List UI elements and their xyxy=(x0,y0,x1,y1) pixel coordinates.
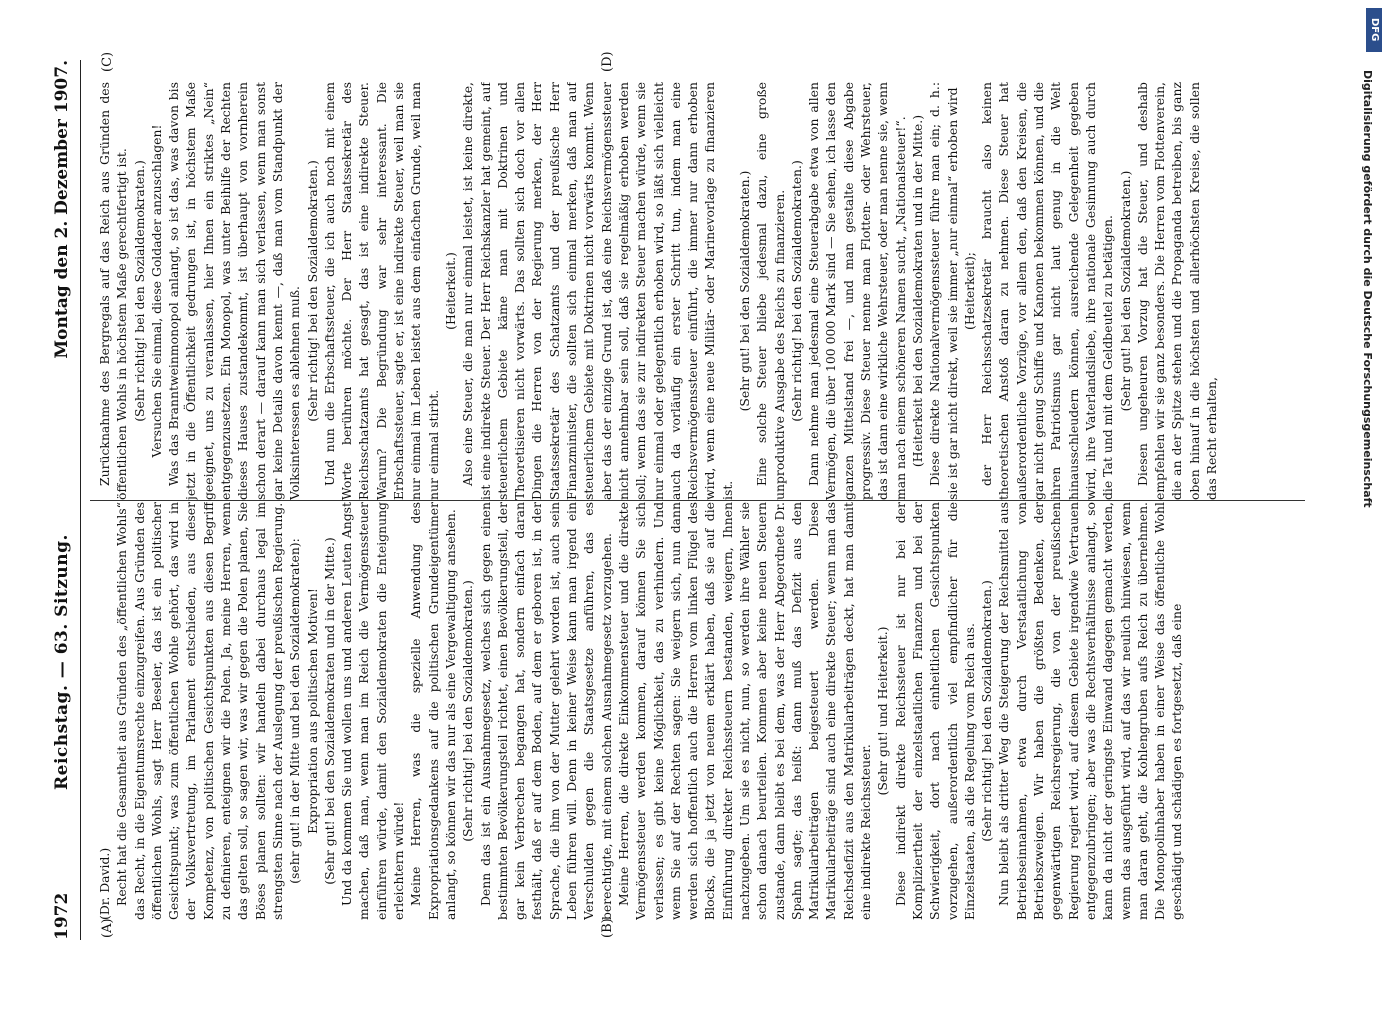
margin-marker-c: (C) xyxy=(100,51,115,72)
paragraph: Eine solche Steuer bliebe jedesmal dazu, eine große unproduktive Ausgabe des Reichs zu finanzieren. xyxy=(754,82,787,500)
paragraph: Diese indirekt direkte Reichssteuer ist nur bei der Kompliziertheit der einzelstaatlichen Finanzen und bei der Schwierigkeit, dort nach einheitlichen Gesichtspunkten vorzugehen, außerordentlich viel empfindlicher für die Einzelstaaten, als die Regelung vom Reich aus. xyxy=(892,502,977,920)
paragraph: der Herr Reichsschatzsekretär braucht also keinen theoretischen Anstoß daran zu nehmen. Diese Steuer hat außerordentliche Vorzüge, vor allem den, daß den Kreisen, die gar nicht genug Schiffe und Kanonen bekommen können, und die ihren Patriotismus gar nicht laut genug in die Welt hinausschleudern können, ausreichende Gelegenheit gegeben wird, ihre Vaterlandsliebe, ihre nationale Gesinnung auch durch die Tat und mit dem Geldbeutel zu betätigen. xyxy=(979,82,1116,500)
margin-marker-b: (B) xyxy=(600,918,615,938)
paragraph: (Sehr richtig! bei den Sozialdemokraten.) xyxy=(460,580,476,842)
paragraph: (sehr gut! in der Mitte und bei den Sozialdemokraten): xyxy=(287,538,303,884)
header-rule xyxy=(80,60,81,940)
paragraph: Also eine Steuer, die man nur einmal leistet, ist keine direkte, ist eine indirekte Steuer. Der Herr Reichskanzler hat gemeint, auf steuerlichem Gebiete käme man mit Doktrinen und Theoretisieren nicht vorwärts. Das sollten sich doch vor allen Dingen die Herren von der Regierung merken, der Herr Staatssekretär des Schatzamts und der preußische Herr Finanzminister, die sollten sich einmal merken, daß man auf steuerlichem Gebiete mit Doktrinen nicht vorwärts kommt. Wenn aber das der einzige Grund ist, daß eine Reichsvermögenssteuer nicht annehmbar sein soll, daß sie regelmäßig erhoben werden soll; wenn das sie zur indirekten Steuer machen würde, wenn sie nur einmal oder gelegentlich erhoben wird, so läßt sich vielleicht auch da vorläufig ein erster Schritt tun, indem man eine Reichsvermögenssteuer einführt, die immer nur dann erhoben wird, wenn eine neue Militär- oder Marinevorlage zu finanzieren ist. xyxy=(460,82,735,500)
paragraph: Expropriation aus politischen Motiven! xyxy=(304,588,320,834)
paragraph: Zurücknahme des Bergregals auf das Reich aus Gründen des öffentlichen Wohls in höchstem Maße gerechtfertigt ist. xyxy=(97,82,130,500)
dfg-logo: DFG xyxy=(1366,8,1382,52)
column-divider xyxy=(90,500,1305,501)
left-text-column xyxy=(96,502,1296,920)
paragraph: (Sehr gut! bei den Sozialdemokraten.) xyxy=(1117,170,1133,412)
paragraph: (Heiterkeit); xyxy=(961,252,977,330)
paragraph: Meine Herren, die direkte Einkommensteuer und die direkte Vermögenssteuer werden kommen, darauf können Sie sich verlassen; es gibt keine Möglichkeit, das zu verhindern. Und wenn Sie auf der Rechten sagen: Sie weigern sich, nun dann werden sich hoffentlich auch die Herren vom linken Flügel des Blocks, die ja jetzt von neuem erklärt haben, daß sie auf die Einführung direkter Reichssteuern bestanden, weigern, Ihnen nachzugeben. Um sie es nicht, nun, so werden ihre Wähler sie schon danach beurteilen. Kommen aber keine neuen Steuern zustande, dann bleibt es bei dem, was der Herr Abgeordnete Dr. Spahn sagte; das heißt: dann muß das Defizit aus den Matrikularbeiträgen beigesteuert werden. Diese Matrikularbeiträge sind auch eine direkte Steuer; wenn man das Reichsdefizit aus den Matrikularbeiträgen deckt, hat man damit eine indirekte Reichssteuer. xyxy=(615,502,874,920)
page-header xyxy=(52,60,76,940)
paragraph: Meine Herren, was die spezielle Anwendung des Expropriationsgedankens auf die politischen Grundeigentümer anlangt, so können wir das nur als eine Vergewaltigung ansehen. xyxy=(408,502,458,920)
paragraph: Diesen ungeheuren Vorzug hat die Steuer, und deshalb empfehlen wir sie ganz besonders. Die Herren vom Flottenverein, die an der Spitze stehen und die Propaganda betreiben, bis ganz oben hinauf in die höchsten und allerhöchsten Kreise, die sollen das Recht erhalten, xyxy=(1134,82,1219,500)
paragraph: (Sehr richtig! bei den Sozialdemokraten.) xyxy=(304,160,320,422)
paragraph: (Sehr richtig! bei den Sozialdemokraten.) xyxy=(131,160,147,422)
paragraph: Versuchen Sie einmal, diese Goldader anzuschlagen! xyxy=(148,124,164,458)
paragraph: (Sehr gut! und Heiterkeit.) xyxy=(875,626,891,796)
session-title: Reichstag. — 63. Sitzung. xyxy=(52,534,72,790)
paragraph: Und da kommen Sie und wollen uns und anderen Leuten Angst machen, daß man, wenn man im Reich die Vermögenssteuer einführen würde, damit den Sozialdemokraten die Enteignung erleichtern würde! xyxy=(339,502,407,920)
digitization-note: Digitalisierung gefördert durch die Deutsche Forschungsgemeinschaft xyxy=(1361,70,1374,508)
margin-marker-d: (D) xyxy=(600,51,615,72)
session-date: Montag den 2. Dezember 1907. xyxy=(52,60,72,359)
paragraph: Und nun die Erbschaftssteuer, die ich auch noch mit einem Worte berühren möchte. Der Herr Staatssekretär des Reichsschatzamts hat gesagt, das ist eine indirekte Steuer. Warum? Die Begründung war sehr interessant. Die Erbschaftssteuer, sagte er, ist eine indirekte Steuer, weil man sie nur einmal im Leben leistet aus dem einfachen Grunde, weil man nur einmal stirbt. xyxy=(321,82,441,500)
paragraph: (Heiterkeit.) xyxy=(442,252,458,330)
paragraph: Denn das ist ein Ausnahmegesetz, welches sich gegen einen bestimmten Bevölkerungsteil richtet, einen Bevölkerungsteil, der gar kein Verbrechen begangen hat, sondern einfach daran festhält, daß er auf dem Boden, auf dem er geboren ist, in der Sprache, die ihm von der Mutter gelehrt worden ist, auch sein Leben führen will. Denn in keiner Weise kann man irgend ein Verschulden gegen die Staatsgesetze anführen, das es berechtigte, mit einem solchen Ausnahmegesetz vorzugehen. xyxy=(477,502,614,920)
paragraph: Dann nehme man jedesmal eine Steuerabgabe etwa von allen Vermögen, die über 100 000 Mark sind — Sie sehen, ich lasse den ganzen Mittelstand frei —, und man gestalte diese Abgabe progressiv. Diese Steuer nenne man Flotten- oder Wehrsteuer, das ist dann eine wirkliche Wehrsteuer, oder man nenne sie, wenn man nach einem schöneren Namen sucht, „Nationalsteuer!“. xyxy=(806,82,908,500)
page-number: 1972 xyxy=(52,892,72,940)
paragraph: Diese direkte Nationalvermögenssteuer führe man ein; d. h.: sie ist gar nicht direkt, weil sie immer „nur einmal“ erhoben wird xyxy=(927,82,960,500)
paragraph: (Sehr richtig! bei den Sozialdemokraten.) xyxy=(788,160,804,422)
paragraph: Nun bleibt als dritter Weg die Steigerung der Reichsmittel aus Betriebseinnahmen, etwa durch Verstaatlichung von Betriebszweigen. Wir haben die größten Bedenken, der gegenwärtigen Reichsregierung, die von der preußischen Regierung regiert wird, auf diesem Gebiete irgendwie Vertrauen entgegenzubringen; aber was die Rechtsverhältnisse anlangt, so kann da nicht der geringste Einwand dagegen gemacht werden, wenn das ausgeführt wird, auf das wir neulich hinwiesen, wenn man daran geht, die Kohlengruben aufs Reich zu übernehmen. Die Monopolinhaber haben in einer Weise das öffentliche Wohl geschädigt und schädigen es fortgesetzt, daß eine xyxy=(996,502,1185,920)
paragraph: Recht hat die Gesamtheit aus Gründen des „öffentlichen Wohls“ das Recht, in die Eigentumsrechte einzugreifen. Aus Gründen des öffentlichen Wohls, sagt Herr Beseler, das ist ein politischer Gesichtspunkt; was zum öffentlichen Wohle gehört, das wird in der Volksvertretung, im Parlament entschieden, aus dieser Kompetenz, von politischen Gesichtspunkten aus diesen Begriff zu definieren, enteignen wir die Polen. Ja, meine Herren, wenn das gelten soll, so sagen wir, was wir gegen die Polen planen, Sie Böses planen sollten: wir handeln dabei durchaus legal im strengsten Sinne nach der Auslegung der preußischen Regierung. xyxy=(114,502,285,920)
paragraph: (Sehr gut! bei den Sozialdemokraten und in der Mitte.) xyxy=(321,537,337,885)
paragraph: (Sehr gut! bei den Sozialdemokraten.) xyxy=(736,170,752,412)
digitization-footer xyxy=(1352,0,1380,1000)
margin-marker-a: (A) xyxy=(100,918,115,938)
paragraph: (Dr. David.) xyxy=(97,847,112,920)
paragraph: Was das Branntweinmonopol anlangt, so ist das, was davon bis jetzt in die Öffentlichkeit gedrungen ist, in höchstem Maße geeignet, uns zu veranlassen, hier Ihnen ein striktes „Nein“ entgegenzusetzen. Ein Monopol, was unter Beihilfe der Rechten dieses Hauses zustandekommt, ist überhaupt von vornherein schon derart — darauf kann man sich verlassen, wenn man sonst gar keine Details davon kennt —, daß man vom Standpunkt der Volksinteressen es ablehnen muß. xyxy=(166,82,303,500)
paragraph: (Heiterkeit bei den Sozialdemokraten und in der Mitte.) xyxy=(909,114,925,468)
paragraph: (Sehr richtig! bei den Sozialdemokraten.) xyxy=(979,580,995,842)
right-text-column xyxy=(96,82,1296,500)
